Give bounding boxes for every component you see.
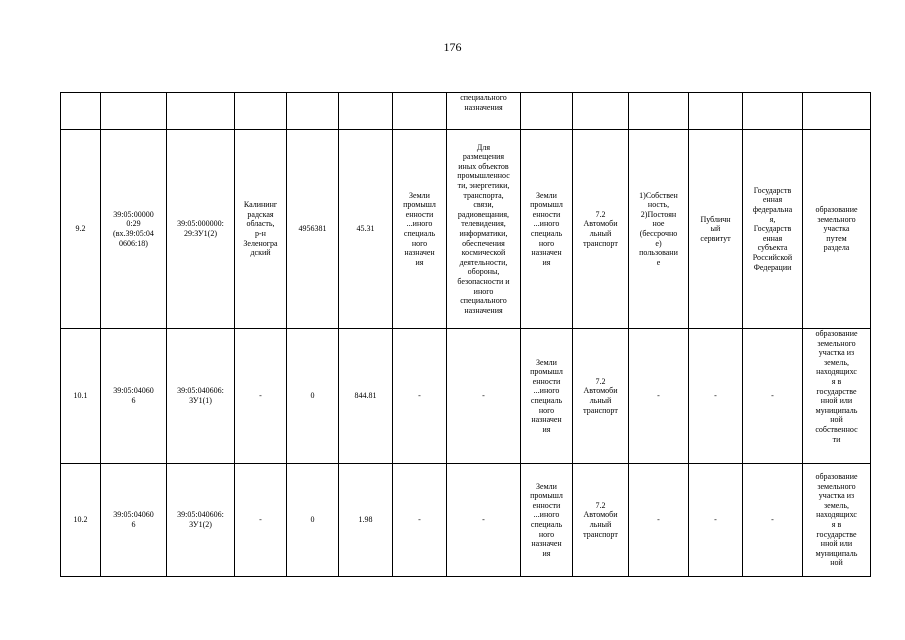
text-line: назначен bbox=[531, 415, 562, 425]
text-line: находящихс bbox=[816, 367, 857, 377]
text-line: енная bbox=[762, 195, 783, 205]
text-line: Автомоби bbox=[583, 510, 618, 520]
text-line: Государств bbox=[753, 185, 792, 195]
text-line: льный bbox=[589, 520, 612, 529]
text-line: иного bbox=[473, 286, 494, 296]
text-line: нной или bbox=[820, 396, 853, 406]
cell-empty bbox=[287, 93, 339, 130]
text-line: - bbox=[418, 515, 421, 525]
cell-empty bbox=[393, 93, 447, 130]
text-line: информатики, bbox=[459, 229, 508, 238]
text-line: 0:29 bbox=[126, 219, 141, 229]
text-line: собственнос bbox=[815, 424, 858, 434]
text-line: земель, bbox=[824, 357, 849, 367]
cell-new-land-category bbox=[521, 464, 573, 577]
text-line: льный bbox=[589, 396, 612, 405]
text-line: Земли bbox=[536, 190, 557, 200]
cell-owner bbox=[743, 130, 803, 329]
text-line: (бессрочно bbox=[639, 229, 678, 238]
text-line: Земли bbox=[536, 357, 557, 367]
text-line: сервитут bbox=[700, 233, 731, 243]
text-line: е) bbox=[655, 238, 662, 248]
text-line: специаль bbox=[403, 229, 436, 238]
cell-right-type bbox=[629, 130, 689, 329]
text-line: размещения bbox=[462, 152, 505, 162]
text-line: земель, bbox=[824, 500, 849, 510]
text-line: транспорт bbox=[583, 238, 618, 248]
text-line: Земли bbox=[536, 481, 557, 491]
text-line: телевидения, bbox=[461, 219, 506, 229]
text-line: образование bbox=[815, 329, 858, 338]
cell-right-type bbox=[629, 464, 689, 577]
text-line: ...иного bbox=[406, 219, 433, 229]
text-line: специального bbox=[460, 93, 507, 102]
cell-empty bbox=[339, 93, 393, 130]
text-line: Калининг bbox=[243, 200, 278, 210]
cell-empty bbox=[521, 93, 573, 130]
text-line: связи, bbox=[473, 200, 494, 210]
table-row-continuation bbox=[61, 93, 871, 130]
text-line: участка bbox=[823, 224, 850, 234]
text-line: ность, bbox=[647, 200, 670, 210]
text-line: образование bbox=[815, 472, 858, 482]
text-line: ного bbox=[538, 529, 555, 539]
text-line: 6 bbox=[131, 396, 136, 405]
text-line: 39:05:00000 bbox=[113, 209, 154, 219]
text-line: ...иного bbox=[533, 219, 560, 229]
cell-empty bbox=[743, 93, 803, 130]
cell-area-plot: 45.31 bbox=[339, 130, 393, 329]
text-line: - bbox=[771, 515, 774, 525]
text-line: льный bbox=[589, 229, 612, 238]
cell-permitted-use bbox=[447, 329, 521, 464]
text-line: 7.2 bbox=[595, 209, 606, 219]
text-line: земельного bbox=[817, 338, 856, 348]
text-line: назначен bbox=[531, 248, 562, 258]
text-line: нной или bbox=[820, 539, 853, 549]
text-line: Государств bbox=[753, 224, 792, 234]
cell-permitted-use bbox=[447, 130, 521, 329]
cell-new-permitted-use bbox=[573, 130, 629, 329]
text-line: находящихс bbox=[816, 510, 857, 520]
cell-empty bbox=[101, 93, 167, 130]
text-line: область, bbox=[246, 219, 275, 229]
cell-land-category bbox=[393, 130, 447, 329]
text-line: 0606:18) bbox=[119, 238, 148, 248]
text-line: образование bbox=[815, 205, 858, 215]
cell-new-permitted-use bbox=[573, 464, 629, 577]
text-line: радиовещания, bbox=[457, 209, 510, 219]
text-line: радская bbox=[247, 209, 274, 219]
text-line: федеральна bbox=[752, 205, 793, 215]
text-line: (вх.39:05:04 bbox=[113, 229, 154, 238]
cell-plot-designation bbox=[167, 130, 235, 329]
text-line: 29:ЗУ1(2) bbox=[183, 229, 218, 238]
cell-empty bbox=[167, 93, 235, 130]
cell-new-permitted-use bbox=[573, 329, 629, 464]
cell-area-source: 4956381 bbox=[287, 130, 339, 329]
text-line: назначен bbox=[531, 539, 562, 549]
table-row bbox=[61, 130, 871, 329]
cell-empty bbox=[61, 93, 101, 130]
text-line: назначен bbox=[404, 248, 435, 258]
text-line: я, bbox=[769, 214, 776, 224]
text-line: енности bbox=[532, 500, 561, 510]
text-line: муниципаль bbox=[815, 548, 858, 558]
text-line: - bbox=[482, 391, 485, 401]
cell-area-source: 0 bbox=[287, 464, 339, 577]
text-line: промышл bbox=[530, 200, 563, 210]
page-number: 176 bbox=[443, 40, 462, 54]
text-line: ного bbox=[538, 238, 555, 248]
text-line: енности bbox=[532, 209, 561, 219]
text-line: субъекта bbox=[757, 243, 788, 253]
text-line: специаль bbox=[530, 520, 563, 529]
text-line: раздела bbox=[823, 243, 850, 253]
cell-formation-method bbox=[803, 464, 871, 577]
cell-cadastral-number bbox=[101, 329, 167, 464]
cell-location bbox=[235, 130, 287, 329]
text-line: 1)Собствен bbox=[639, 190, 678, 200]
text-line: ия bbox=[415, 257, 424, 267]
cell-purpose-tail bbox=[447, 93, 521, 130]
cell-new-land-category bbox=[521, 130, 573, 329]
text-line: 39:05:04060 bbox=[113, 510, 154, 520]
cell-owner bbox=[743, 464, 803, 577]
text-line: пользовани bbox=[639, 248, 678, 258]
text-line: ый bbox=[710, 224, 721, 234]
text-line: ти, энергетики, bbox=[457, 181, 510, 191]
text-line: ...иного bbox=[533, 510, 560, 520]
text-line: специаль bbox=[530, 396, 563, 405]
text-line: ной bbox=[830, 558, 843, 568]
text-line: - bbox=[771, 391, 774, 401]
text-line: - bbox=[657, 515, 660, 525]
text-line: земельного bbox=[817, 481, 856, 491]
text-line: - bbox=[259, 391, 262, 401]
cell-permitted-use bbox=[447, 464, 521, 577]
cell-empty bbox=[629, 93, 689, 130]
text-line: - bbox=[714, 515, 717, 525]
cell-formation-method bbox=[803, 130, 871, 329]
text-line: промышл bbox=[530, 491, 563, 501]
text-line: государстве bbox=[816, 386, 857, 396]
cell-number: 10.1 bbox=[61, 329, 101, 464]
text-line: муниципаль bbox=[815, 405, 858, 415]
cell-cadastral-number bbox=[101, 130, 167, 329]
table-row bbox=[61, 464, 871, 577]
text-line: промышленнос bbox=[457, 171, 510, 181]
cell-land-category bbox=[393, 464, 447, 577]
text-line: безопасности и bbox=[457, 276, 510, 286]
cell-location bbox=[235, 329, 287, 464]
text-line: земельного bbox=[817, 214, 856, 224]
cell-encumbrance bbox=[689, 329, 743, 464]
table-row bbox=[61, 329, 871, 464]
text-line: транспорт bbox=[583, 405, 618, 415]
text-line: транспорта, bbox=[463, 190, 504, 200]
text-line: ия bbox=[542, 257, 551, 267]
cell-plot-designation bbox=[167, 464, 235, 577]
text-line: 39:05:04060 bbox=[113, 386, 154, 396]
text-line: 39:05:040606: bbox=[177, 386, 224, 396]
text-line: - bbox=[418, 391, 421, 401]
cell-number: 9.2 bbox=[61, 130, 101, 329]
cell-right-type bbox=[629, 329, 689, 464]
cell-encumbrance bbox=[689, 464, 743, 577]
text-line: космической bbox=[461, 248, 506, 258]
text-line: промышл bbox=[403, 200, 436, 210]
text-line: Федерации bbox=[753, 262, 792, 272]
text-line: 39:05:040606: bbox=[177, 510, 224, 520]
text-line: - bbox=[714, 391, 717, 401]
text-line: Российской bbox=[752, 252, 793, 262]
text-line: ЗУ1(2) bbox=[189, 520, 212, 529]
cell-new-land-category bbox=[521, 329, 573, 464]
text-line: ного bbox=[411, 238, 428, 248]
text-line: дский bbox=[250, 248, 271, 258]
text-line: назначения bbox=[464, 305, 503, 315]
cell-empty bbox=[689, 93, 743, 130]
cell-location bbox=[235, 464, 287, 577]
text-line: енная bbox=[762, 233, 783, 243]
text-line: енности bbox=[532, 376, 561, 386]
text-line: обороны, bbox=[467, 267, 500, 277]
text-line: ЗУ1(1) bbox=[189, 396, 212, 405]
cell-number: 10.2 bbox=[61, 464, 101, 577]
text-line: Зеленогра bbox=[243, 238, 278, 248]
text-line: 7.2 bbox=[595, 376, 606, 386]
text-line: 6 bbox=[131, 520, 136, 529]
text-line: - bbox=[482, 515, 485, 525]
cell-encumbrance bbox=[689, 130, 743, 329]
cell-cadastral-number bbox=[101, 464, 167, 577]
text-line: специального bbox=[460, 296, 507, 306]
text-line: обеспечения bbox=[462, 238, 505, 248]
text-line: участка из bbox=[818, 491, 855, 501]
text-line: 7.2 bbox=[595, 500, 606, 510]
cell-area-plot: 1.98 bbox=[339, 464, 393, 577]
text-line: ного bbox=[538, 405, 555, 415]
cell-empty bbox=[803, 93, 871, 130]
land-plots-table bbox=[60, 92, 871, 577]
text-line: Автомоби bbox=[583, 386, 618, 396]
text-line: - bbox=[259, 515, 262, 525]
text-line: назначения bbox=[464, 102, 503, 112]
cell-empty bbox=[235, 93, 287, 130]
text-line: Автомоби bbox=[583, 219, 618, 229]
text-line: иных объектов bbox=[458, 161, 509, 171]
text-line: ти bbox=[832, 434, 841, 444]
text-line: ия bbox=[542, 424, 551, 434]
text-line: промышл bbox=[530, 367, 563, 377]
text-line: Публичн bbox=[700, 214, 731, 224]
text-line: специаль bbox=[530, 229, 563, 238]
cell-owner bbox=[743, 329, 803, 464]
text-line: государстве bbox=[816, 529, 857, 539]
text-line: - bbox=[657, 391, 660, 401]
text-line: ...иного bbox=[533, 386, 560, 396]
text-line: ной bbox=[830, 415, 843, 425]
cell-land-category bbox=[393, 329, 447, 464]
text-line: е bbox=[656, 257, 661, 267]
cell-plot-designation bbox=[167, 329, 235, 464]
cell-area-source: 0 bbox=[287, 329, 339, 464]
text-line: деятельности, bbox=[459, 257, 508, 267]
text-line: 39:05:000000: bbox=[177, 219, 224, 229]
text-line: Для bbox=[476, 142, 491, 152]
text-line: я в bbox=[831, 376, 842, 386]
text-line: путем bbox=[826, 233, 847, 243]
cell-formation-method bbox=[803, 329, 871, 464]
text-line: транспорт bbox=[583, 529, 618, 539]
text-line: 2)Постоян bbox=[640, 209, 677, 219]
text-line: енности bbox=[405, 209, 434, 219]
text-line: Земли bbox=[409, 190, 430, 200]
cell-empty bbox=[573, 93, 629, 130]
text-line: ия bbox=[542, 548, 551, 558]
text-line: ное bbox=[652, 219, 665, 229]
text-line: участка из bbox=[818, 348, 855, 358]
cell-area-plot: 844.81 bbox=[339, 329, 393, 464]
text-line: р-н bbox=[255, 229, 266, 238]
text-line: я в bbox=[831, 520, 842, 529]
